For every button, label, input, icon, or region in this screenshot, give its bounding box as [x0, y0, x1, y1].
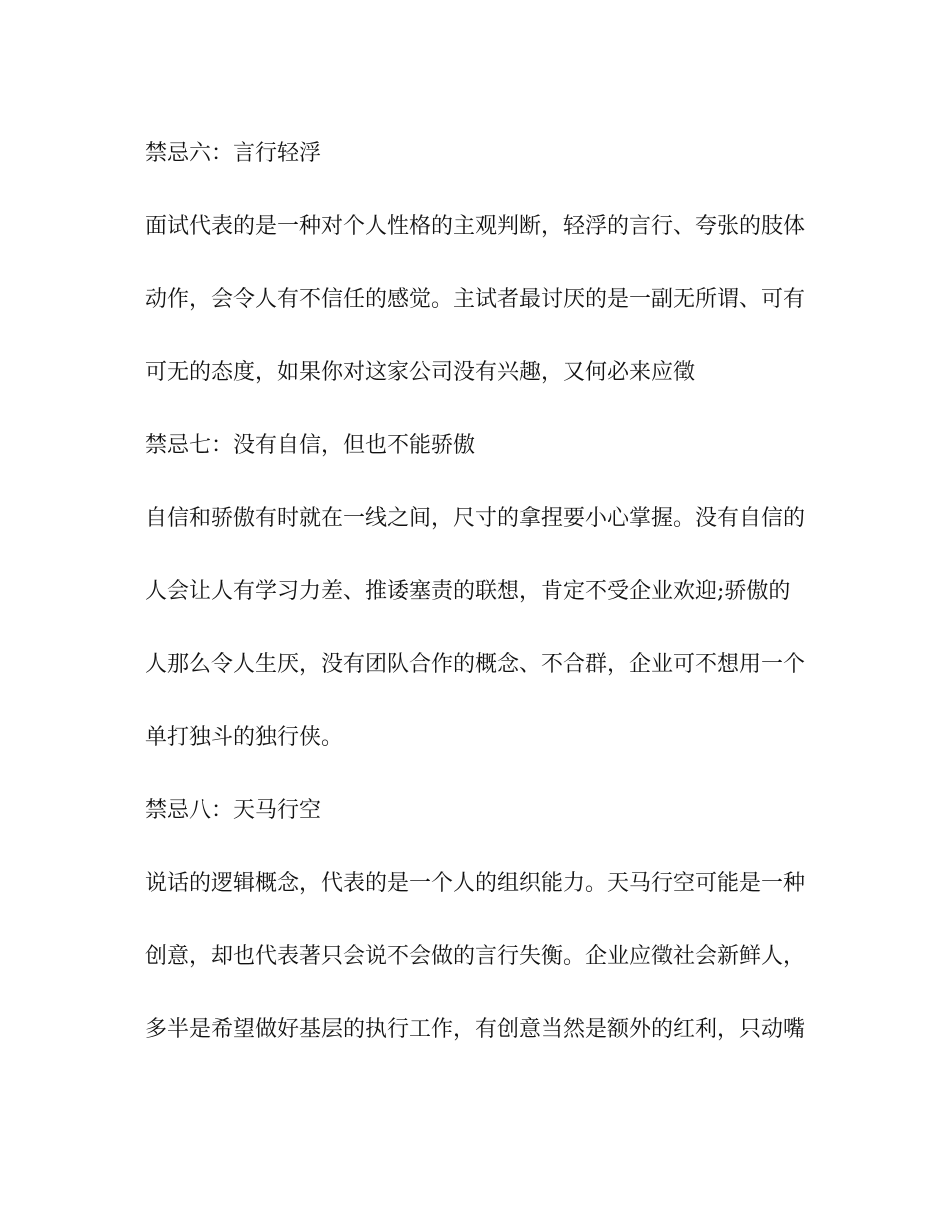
paragraph-line: 动作，会令人有不信任的感觉。主试者最讨厌的是一副无所谓、可有 — [145, 287, 806, 312]
paragraph-line: 人那么令人生厌，没有团队合作的概念、不合群，企业可不想用一个 — [145, 652, 806, 677]
paragraph-line: 创意，却也代表著只会说不会做的言行失衡。企业应徵社会新鲜人， — [145, 944, 806, 969]
paragraph-line: 人会让人有学习力差、推诿塞责的联想，肯定不受企业欢迎;骄傲的 — [145, 579, 791, 604]
paragraph-line: 自信和骄傲有时就在一线之间，尺寸的拿捏要小心掌握。没有自信的 — [145, 506, 806, 531]
paragraph-line: 说话的逻辑概念，代表的是一个人的组织能力。天马行空可能是一种 — [145, 871, 806, 896]
paragraph-line: 多半是希望做好基层的执行工作，有创意当然是额外的红利，只动嘴 — [145, 1017, 806, 1042]
paragraph-line: 单打独斗的独行侠。 — [145, 725, 344, 750]
heading-taboo-six: 禁忌六：言行轻浮 — [145, 141, 322, 166]
paragraph-line: 可无的态度，如果你对这家公司没有兴趣，又何必来应徵 — [145, 360, 696, 385]
heading-taboo-eight: 禁忌八：天马行空 — [145, 798, 322, 823]
heading-taboo-seven: 禁忌七：没有自信，但也不能骄傲 — [145, 433, 476, 458]
paragraph-line: 面试代表的是一种对个人性格的主观判断，轻浮的言行、夸张的肢体 — [145, 214, 806, 239]
